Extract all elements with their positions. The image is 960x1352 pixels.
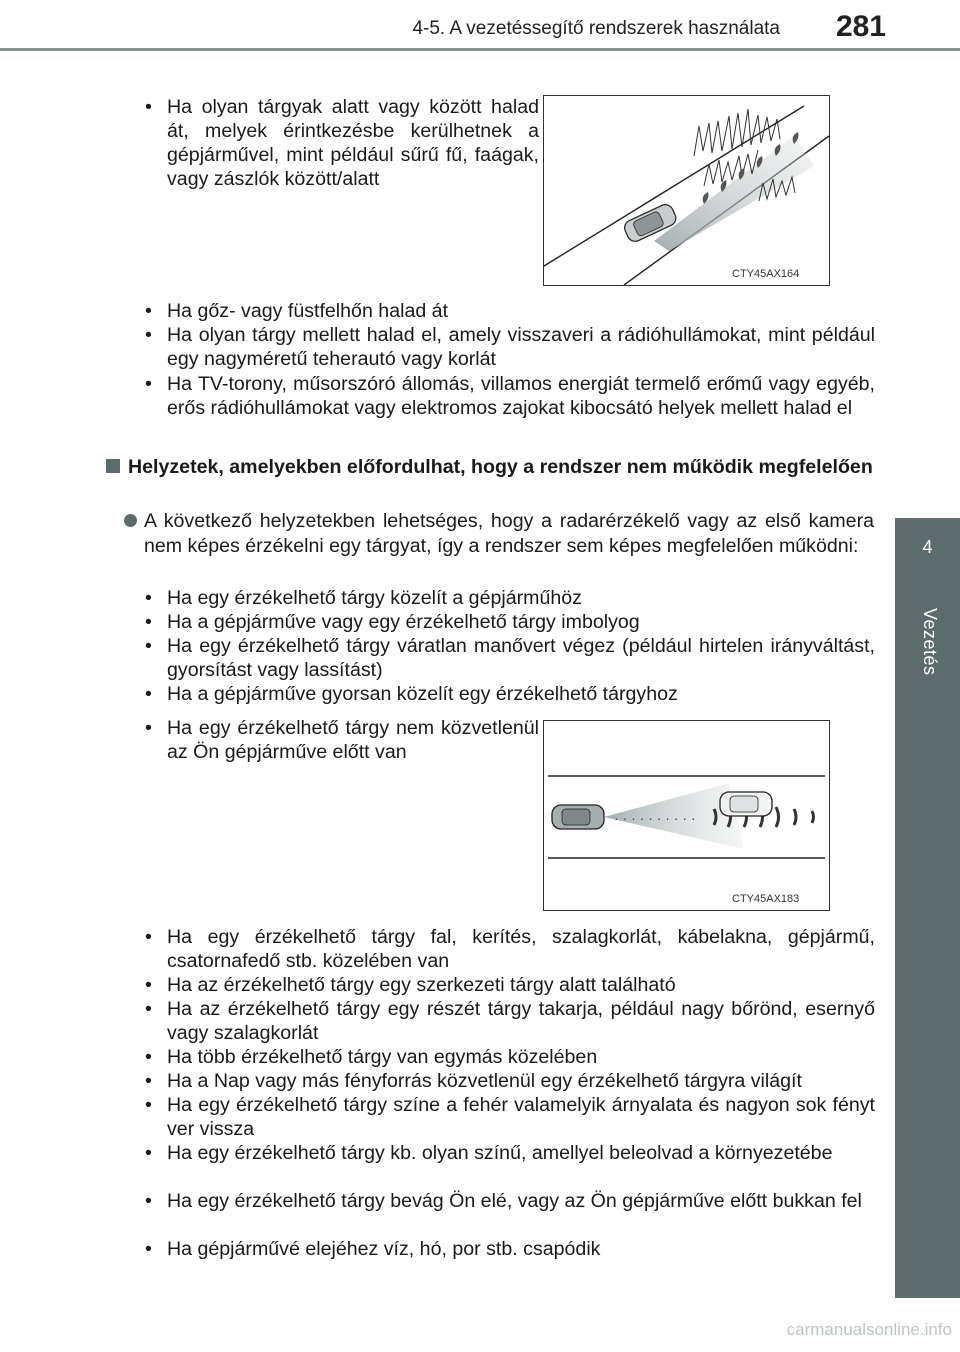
list-item: • Ha az érzékelhető tárgy egy szerkezeti tárgy alatt található xyxy=(145,974,676,996)
list-item: • Ha egy érzékelhető tárgy fal, kerítés, szalagkorlát, kábelakna, gépjármű, csatornafedő stb. közelében van xyxy=(145,926,875,972)
vehicle-radar-offset-car-icon xyxy=(544,721,829,910)
header-title: 4-5. A vezetéssegítő rendszerek használata xyxy=(412,18,780,39)
list-item: • Ha egy érzékelhető tárgy váratlan manővert végez (például hirtelen irányváltást, gyorsítást vagy lassítást) xyxy=(145,635,875,681)
list-item: • Ha egy érzékelhető tárgy közelít a gépjárműhöz xyxy=(145,587,582,609)
page-number: 281 xyxy=(835,10,886,43)
list-item: • Ha az érzékelhető tárgy egy részét tárgy takarja, például nagy bőrönd, esernyő vagy szalagkorlát xyxy=(145,998,875,1044)
list-item: • Ha a Nap vagy más fényforrás közvetlenül egy érzékelhető tárgyra világít xyxy=(145,1070,802,1092)
figure-code: CTY45AX164 xyxy=(732,268,800,280)
list-item: • Ha TV-torony, műsorszóró állomás, villamos energiát termelő erőmű vagy egyéb, erős rádióhullámokat vagy elektromos zajokat kibocsátó helyek mellett halad el xyxy=(145,373,875,419)
section-heading: Helyzetek, amelyekben előfordulhat, hogy a rendszer nem működik megfelelően xyxy=(106,455,876,480)
list-item: • Ha gépjárművé elejéhez víz, hó, por stb. csapódik xyxy=(145,1238,601,1260)
square-bullet-icon xyxy=(106,459,120,473)
figure-foliage xyxy=(543,95,830,286)
list-item: • Ha egy érzékelhető tárgy kb. olyan színű, amellyel beleolvad a környezetébe xyxy=(145,1142,833,1164)
circle-bullet-icon xyxy=(124,514,137,527)
list-item: • Ha olyan tárgy mellett halad el, amely visszaveri a rádióhullámokat, mint például egy nagyméretű teherautó vagy korlát xyxy=(145,324,875,370)
list-item: • Ha egy érzékelhető tárgy nem közvetlenül az Ön gépjárműve előtt van xyxy=(145,717,539,763)
vehicle-radar-foliage-icon xyxy=(544,96,829,285)
list-item: • Ha a gépjárműve vagy egy érzékelhető tárgy imbolyog xyxy=(145,611,640,633)
list-item: • Ha egy érzékelhető tárgy bevág Ön elé, vagy az Ön gépjárműve előtt bukkan fel xyxy=(145,1190,862,1212)
svg-text:· · · · · · · · · ·: · · · · · · · · · · xyxy=(614,810,696,826)
figure-code: CTY45AX183 xyxy=(732,893,800,905)
chapter-number: 4 xyxy=(922,537,933,557)
header-rule xyxy=(0,48,960,51)
list-item: • Ha a gépjárműve gyorsan közelít egy érzékelhető tárgyhoz xyxy=(145,683,678,705)
chapter-label: Vezetés xyxy=(920,608,940,676)
list-item: • Ha több érzékelhető tárgy van egymás közelében xyxy=(145,1046,598,1068)
list-item: • Ha egy érzékelhető tárgy színe a fehér valamelyik árnyalata és nagyon sok fényt ver vissza xyxy=(145,1094,875,1140)
footer-watermark: carmanualsonline.info xyxy=(786,1320,952,1339)
figure-offset-car xyxy=(543,720,830,911)
list-item: • Ha olyan tárgyak alatt vagy között halad át, melyek érintkezésbe kerülhetnek a gépjárművel, mint például sűrű fű, faágak, vagy zászlók között/alatt xyxy=(145,96,539,190)
list-item: • Ha gőz- vagy füstfelhőn halad át xyxy=(145,300,449,322)
section-intro: A következő helyzetekben lehetséges, hogy a radarérzékelő vagy az első kamera nem képes érzékelni egy tárgyat, így a rendszer sem képes megfelelően működni: xyxy=(124,509,874,559)
